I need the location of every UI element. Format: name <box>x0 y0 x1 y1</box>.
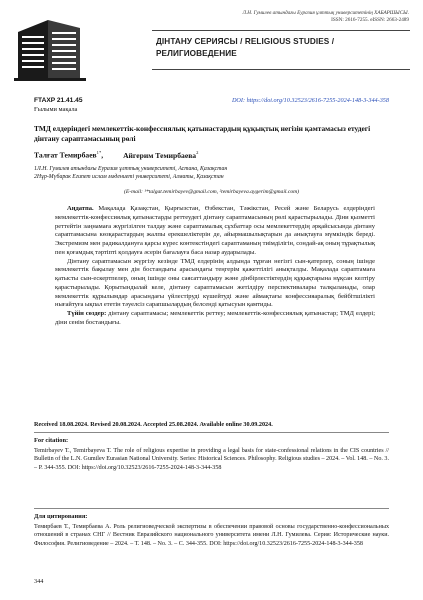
series-bottom-rule <box>152 69 410 70</box>
author-1: Талғат Темирбаев <box>34 150 97 160</box>
article-type: Ғылыми мақала <box>34 106 78 113</box>
journal-info <box>149 10 409 24</box>
abstract-block <box>55 205 375 328</box>
author-2: Айгерим Темирбаева <box>123 150 197 160</box>
university-logo <box>10 8 102 86</box>
author-1-sup: 1* <box>96 150 102 155</box>
affiliations <box>34 165 389 182</box>
divider-2 <box>34 508 389 509</box>
authors-line: Талғат Темирбаев$^{1*}$, Айгерим Темирбаева$^2$ <box>34 150 199 160</box>
affiliation-1: 1Л.Н. Гумилев атындағы Еуразия ұлттық университеті, Астана, Қазақстан <box>34 166 228 172</box>
author-emails: (E-mail: ¹*talgat.temirbayev@gmail.com, ²temirbayeva.aygerim@gmail.com) <box>123 189 300 195</box>
doi-link[interactable]: DOI: https://doi.org/10.32523/2616-7255-2024-148-3-344-358 <box>231 97 389 104</box>
abstract-paragraph-1 <box>55 205 375 258</box>
keywords-text: дінтану сараптамасы; мемлекеттік реттеу; мемлекеттік-конфессиялық қатынастар; ТМД елдері; діни сенім бостандығы. <box>55 310 375 326</box>
divider-1 <box>34 432 389 433</box>
abstract-paragraph-2: Дінтану сараптамасын жүргізу кезінде ТМД елдерінің алдында тұрған негізгі сын-қатерлер, соның ішінде мемлекеттік бақылау мен дін бостандығы арасындағы теңгерім қажеттілігі анықталды. Мақалада сараптамаға қатысты сын-ескертпелер, оның ішінде оны саясаттандыру және дінбірлестіктердің құқықтарына нұқсан келтіру қарастырылады. Қорытындылай келе, дінтану сараптамасын жетілдіру перспективалары талқыланады, олар мемлекеттік құрылымдар арасындағы үйлестіруді күшейтуді және аймақтағы конфессияаралық бейбітшілікті нығайтуға ықпал ететін тәуелсіз сарапшылардың белсенді қатысуын қамтиды. <box>55 257 375 309</box>
citation-ru-label: Для цитирования: <box>34 513 88 520</box>
citation-en-text: Temirbayev T., Temirbayeva T. The role of religious expertise in providing a legal basis for state-confessional relations in the CIS countries // Bulletin of the L.N. Gumilev Eurasian National University. Series: Historical Sciences. Philosophy. Religious studies – 2024. – Vol. 148. – No. 3. – P. 344-355. DOI: https://doi.org/10.32523/2616-7255-2024-148-3-344-358 <box>34 448 389 471</box>
article-title: ТМД елдеріндегі мемлекеттік-конфессиялық қатынастардың құқықтық негізін қамтамасыз етудегі дінтану сараптамасының рөлі <box>34 124 371 143</box>
page-number: 344 <box>34 578 44 585</box>
building-logo-icon <box>10 8 102 86</box>
abstract-text-1: Мақалада Қазақстан, Қырғызстан, Өзбекстан, Тәжікстан, Ресей және Беларусь елдеріндегі мемлекеттік-конфессиялық қатынастарды реттеудегі дінтану сараптамасының рөлі қарастырылады. Діни қызметті реттейтін заңнамаға жүргізілген талдау және сараптамалық сұхбаттар осы мемлекеттердің әрқайсысында дінтану сараптамасына көзқарастардың жалпы ерекшеліктерін де, айырмашылықтарын да анықтауға мүмкіндік береді. Экстремизм мен радикалдануға қарсы күрес контекстіндегі сараптаманың тиімділігін, сондай-ақ оның тұрақтылық пен қоғамдық тәртіпті қолдауға әсерін бағалауға баса назар аударылады. <box>55 205 375 256</box>
series-top-rule <box>152 30 410 31</box>
journal-name-line: Л.Н. Гумилев атындағы Еуразия ұлттық университетінің ХАБАРШЫСЫ. <box>242 10 409 16</box>
keywords-label: Түйін сөздер: <box>67 310 107 317</box>
article-meta <box>34 96 389 114</box>
series-title: ДІНТАНУ СЕРИЯСЫ / RELIGIOUS STUDIES / РЕЛИГИОВЕДЕНИЕ <box>156 37 335 58</box>
abstract-label: Аңдатпа. <box>67 205 94 212</box>
citation-ru-text: Темирбаев Т., Темирбаева А. Роль религиоведческой экспертизы в обеспечении правовой основы государственно-конфессиональных отношений в странах СНГ // Вестник Евразийского национального университета имени Л.Н. Гумилева. Серия: Исторические науки. Философия. Религиоведение – 2024. – Т. 148. – No. 3. – С. 344-355. DOI: https://doi.org/10.32523/2616-7255-2024-148-3-344-358 <box>34 524 389 547</box>
series-banner <box>152 30 410 70</box>
keywords-paragraph <box>55 310 375 328</box>
issn-line: ISSN: 2616-7255. eISSN: 2663-2489 <box>331 17 409 23</box>
affiliation-2: 2Нұр-Мүбарак Египет ислам мәдениеті университеті, Алматы, Қазақстан <box>34 174 224 181</box>
irstl-code: FTAXP 21.41.45 <box>34 97 83 104</box>
author-2-sup: 2 <box>196 150 199 155</box>
citation-en-label: For citation: <box>34 437 69 444</box>
journal-header <box>0 0 423 92</box>
received-dates: Received 18.08.2024. Revised 20.08.2024. Accepted 25.08.2024. Available online 30.09.2024. <box>34 421 273 428</box>
